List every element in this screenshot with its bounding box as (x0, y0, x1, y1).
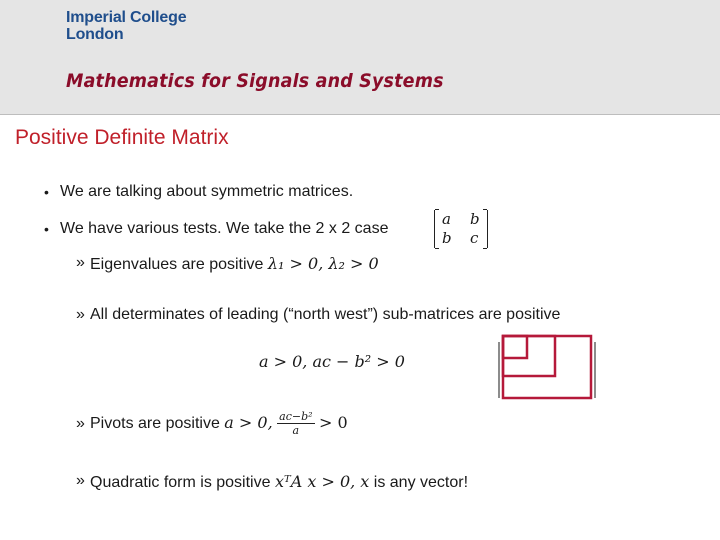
course-title: Mathematics for Signals and Systems (66, 70, 444, 92)
pivot-denominator: a (292, 424, 300, 438)
submatrix-full (503, 336, 591, 398)
pivot-math-prefix: a > 0, (224, 413, 273, 432)
submatrix-1x1 (503, 336, 527, 358)
pivot-math-suffix: > 0 (318, 413, 348, 432)
sub-bullet-marker: » (76, 472, 85, 489)
sub-bullet-marker: » (76, 415, 85, 432)
bullet-marker: • (44, 221, 49, 237)
slide-title: Positive Definite Matrix (15, 126, 229, 149)
slide-header (0, 0, 720, 115)
matrix-2x2 (434, 210, 488, 248)
submatrix-diagram (497, 330, 599, 402)
bullet-marker: • (44, 184, 49, 200)
determinant-math: a > 0, ac − b² > 0 (259, 352, 405, 371)
logo-line1: Imperial College (66, 9, 187, 26)
eigenvalue-math: λ₁ > 0, λ₂ > 0 (267, 254, 379, 273)
pivot-numerator: ac−b² (279, 410, 313, 424)
quadratic-tail: is any vector! (373, 474, 469, 491)
pivot-text: Pivots are positive (90, 415, 220, 432)
bullet-text-1: We are talking about symmetric matrices. (60, 183, 354, 200)
eigenvalue-text: Eigenvalues are positive (90, 256, 264, 273)
pivot-test (90, 404, 348, 443)
imperial-logo (66, 9, 186, 43)
quadratic-text: Quadratic form is positive (90, 474, 271, 491)
matrix-entry-a: a (442, 210, 451, 228)
matrix-entry-b-bottom: b (442, 229, 452, 247)
sub-bullet-marker: » (76, 254, 85, 271)
matrix-entry-b-top: b (470, 210, 480, 228)
eigenvalue-test (90, 254, 379, 274)
sub-bullet-marker: » (76, 306, 85, 323)
matrix-entry-c: c (470, 229, 479, 247)
submatrix-2x2 (503, 336, 555, 376)
logo-line2: London (66, 26, 124, 43)
pivot-fraction (277, 410, 314, 437)
quadratic-math: xᵀA x > 0, x (274, 472, 370, 491)
bullet-text-2: We have various tests. We take the 2 x 2 case (60, 220, 389, 237)
determinant-text: All determinates of leading (“north west”) sub-matrices are positive (90, 306, 561, 323)
quadratic-test (90, 472, 468, 492)
